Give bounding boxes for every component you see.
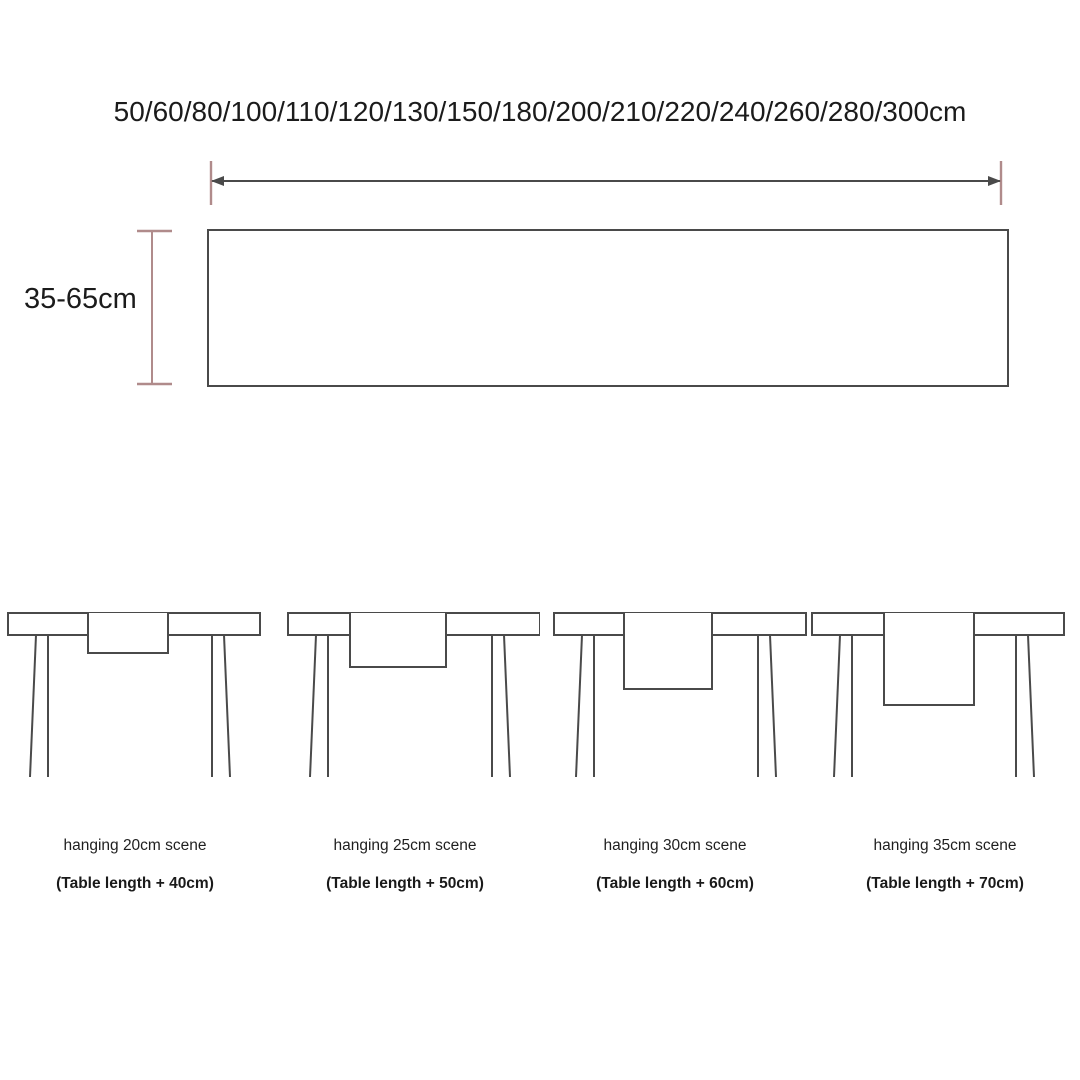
runner-rectangle bbox=[208, 230, 1008, 386]
scene-subcaption: (Table length + 70cm) bbox=[866, 875, 1024, 892]
scene-hanging-30 bbox=[540, 575, 810, 935]
runner-length-options-label: 50/60/80/100/110/120/130/150/180/200/210/220/240/260/280/300cm bbox=[113, 96, 967, 127]
scene-caption: hanging 20cm scene bbox=[63, 837, 207, 854]
runner-drape bbox=[624, 613, 712, 689]
scene-hanging-20 bbox=[0, 575, 270, 935]
length-dimension-line bbox=[211, 161, 1001, 205]
scene-caption: hanging 30cm scene bbox=[603, 837, 747, 854]
runner-drape bbox=[350, 613, 446, 667]
runner-width-label: 35-65cm bbox=[24, 283, 137, 315]
width-dimension-line bbox=[137, 231, 172, 384]
scene-subcaption: (Table length + 40cm) bbox=[56, 875, 214, 892]
runner-drape bbox=[88, 613, 168, 653]
scene-caption: hanging 35cm scene bbox=[873, 837, 1017, 854]
scene-caption: hanging 25cm scene bbox=[333, 837, 477, 854]
scene-hanging-35 bbox=[810, 575, 1080, 935]
scene-hanging-25 bbox=[270, 575, 540, 935]
runner-drape bbox=[884, 613, 974, 705]
hanging-scenes-row bbox=[0, 575, 1080, 935]
scene-subcaption: (Table length + 60cm) bbox=[596, 875, 754, 892]
scene-subcaption: (Table length + 50cm) bbox=[326, 875, 484, 892]
table-legs bbox=[30, 635, 230, 777]
